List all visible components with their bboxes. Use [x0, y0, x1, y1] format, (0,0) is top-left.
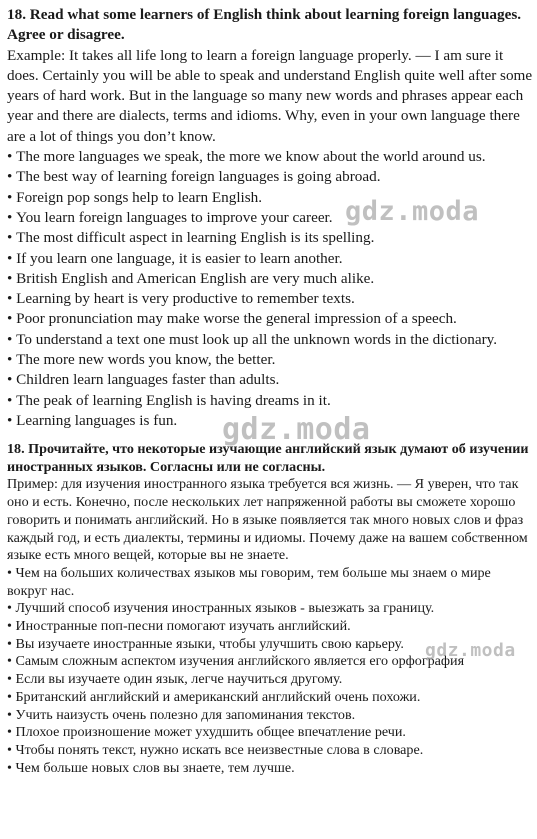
watermark: gdz.moda [425, 640, 516, 661]
watermark: gdz.moda [345, 196, 480, 227]
list-item: • Иностранные поп-песни помогают изучать английский. [7, 618, 533, 636]
list-item: • The most difficult aspect in learning English is its spelling. [7, 228, 533, 248]
russian-translation [7, 441, 533, 777]
list-item: • British English and American English are very much alike. [7, 269, 533, 289]
list-item: • The more new words you know, the better. [7, 350, 533, 370]
list-item: • The more languages we speak, the more we know about the world around us. [7, 147, 533, 167]
list-item: • Плохое произношение может ухудшить общее впечатление речи. [7, 724, 533, 742]
list-item: • You learn foreign languages to improve your career. [7, 208, 533, 228]
list-item: • Учить наизусть очень полезно для запоминания текстов. [7, 707, 533, 725]
list-item: • To understand a text one must look up all the unknown words in the dictionary. [7, 330, 533, 350]
list-item: • Чем больше новых слов вы знаете, тем лучше. [7, 760, 533, 778]
list-item: • Лучший способ изучения иностранных языков - выезжать за границу. [7, 600, 533, 618]
list-item: • Самым сложным аспектом изучения английского является его орфография [7, 653, 533, 671]
list-item: • Британский английский и американский английский очень похожи. [7, 689, 533, 707]
list-item: • Learning languages is fun. [7, 411, 533, 431]
exercise-title: 18. Read what some learners of English think about learning foreign languages. Agree or disagree. [7, 6, 522, 44]
list-item: • Learning by heart is very productive to remember texts. [7, 289, 533, 309]
translation-title: 18. Прочитайте, что некоторые изучающие английский язык думают об изучении иностранных языков. Согласны или не согласны. [7, 441, 529, 475]
watermark: gdz.moda [222, 412, 371, 447]
list-item: • Вы изучаете иностранные языки, чтобы улучшить свою карьеру. [7, 636, 533, 654]
list-item: • If you learn one language, it is easier to learn another. [7, 249, 533, 269]
example-paragraph: Example: It takes all life long to learn a foreign language properly. — I am sure it does. Certainly you will be able to speak and understand English quite well after some years of hard work. But in the language so many new words and phrases appear each year and there are dialects, terms and idioms. Why, even in your own language there are a lot of things you don’t know. [7, 46, 533, 145]
list-item: • Если вы изучаете один язык, легче научиться другому. [7, 671, 533, 689]
list-item: • Foreign pop songs help to learn English. [7, 188, 533, 208]
list-item: • The peak of learning English is having dreams in it. [7, 391, 533, 411]
translation-list [7, 565, 533, 777]
list-item: • Чтобы понять текст, нужно искать все неизвестные слова в словаре. [7, 742, 533, 760]
translation-example: Пример: для изучения иностранного языка требуется вся жизнь. — Я уверен, что так оно и есть. Конечно, после нескольких лет напряженной работы вы сможете хорошо говорить и понимать английский. Но в языке появляется так много новых слов и фраз каждый год, и есть диалекты, термины и идиомы. Почему даже на вашем собственном языке есть много вещей, которые вы не знаете. [7, 476, 528, 564]
list-item: • The best way of learning foreign languages is going abroad. [7, 167, 533, 187]
list-item: • Чем на больших количествах языков мы говорим, тем больше мы знаем о мире вокруг нас. [7, 565, 533, 600]
list-item: • Poor pronunciation may make worse the general impression of a speech. [7, 309, 533, 329]
list-item: • Children learn languages faster than adults. [7, 370, 533, 390]
statement-list [7, 147, 533, 431]
